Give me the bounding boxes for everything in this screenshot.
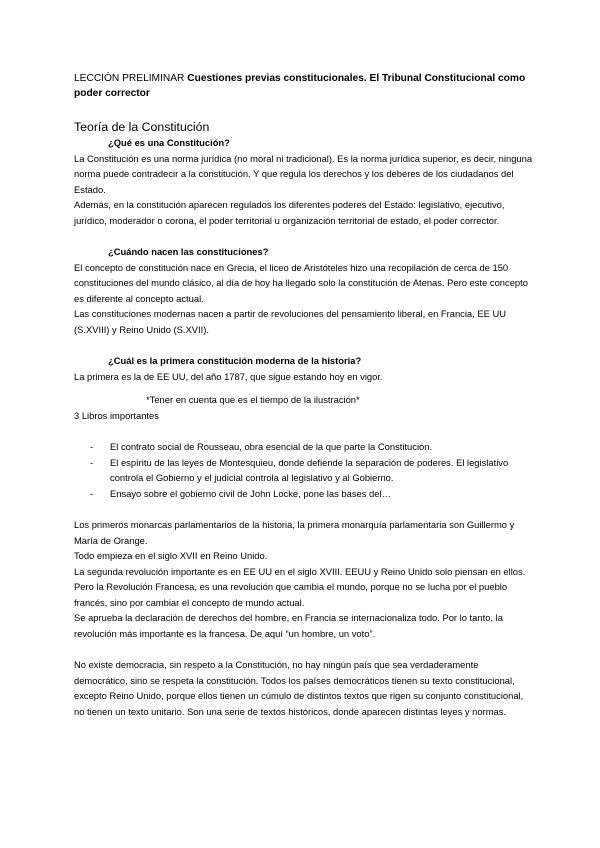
list-item-text: El contrato social de Rousseau, obra esencial de la que parte la Constitución. <box>110 441 433 452</box>
paragraph: Se aprueba la declaración de derechos del hombre, en Francia se internacionaliza todo. Por lo tanto, la revolución más importante es la francesa. De aquí “un hombre, un voto”. <box>74 612 503 639</box>
question-heading-1: ¿Qué es una Constitución? <box>108 137 230 148</box>
paragraph: La primera es la de EE UU, del año 1787, que sigue estando hoy en vigor. <box>74 370 383 382</box>
section-heading: Teoría de la Constitución <box>74 120 210 134</box>
bullet-dash: - <box>90 487 94 499</box>
question-heading-3: ¿Cuál es la primera constitución moderna de la historia? <box>108 355 362 366</box>
question-heading-2: ¿Cuándo nacen las constituciones? <box>108 246 269 257</box>
paragraph: Pero la Revolución Francesa, es una revolución que cambia el mundo, porque no se lucha por el pueblo francés, sino por cambiar el concepto de mundo actual. <box>74 581 508 608</box>
spacer <box>74 228 534 244</box>
spacer <box>74 641 534 657</box>
bullet-dash: - <box>90 456 94 468</box>
note: *Tener en cuenta que es el tiempo de la ilustración* <box>146 394 360 405</box>
books-list <box>74 439 534 501</box>
list-item <box>74 455 534 486</box>
list-item <box>74 439 534 455</box>
lesson-title-lead: LECCIÓN PRELIMINAR <box>74 73 185 84</box>
document-body <box>74 72 534 719</box>
paragraph: Además, en la constitución aparecen regulados los diferentes poderes del Estado: legislativo, ejecutivo, jurídico, moderador o corona, el poder territorial u organización territorial de estado, el poder corrector. <box>74 199 505 226</box>
spacer <box>74 501 534 517</box>
books-heading: 3 Libros importantes <box>74 409 159 421</box>
lesson-title <box>74 72 534 101</box>
list-item-text: Ensayo sobre el gobierno civil de John Locke, pone las bases del… <box>110 487 391 499</box>
spacer <box>74 337 534 353</box>
paragraph: El concepto de constitución nace en Grecia, el liceo de Aristóteles hizo una recopilación de cerca de 150 constituciones del mundo clásico, al día de hoy ha llegado solo la constitución de Atenas. Pero este concepto es diferente al concepto actual. <box>74 261 528 304</box>
paragraph: No existe democracia, sin respeto a la Constitución, no hay ningún país que sea verdaderamente democrático, sino se respeta la constitución. Todos los países democráticos tienen su texto constitucional, excepto Reino Unido, porque ellos tienen un cúmulo de distintos textos que rigen su conjunto constitucional, no tienen un texto unitario. Son una serie de textos históricos, donde aparecen distintas leyes y normas. <box>74 659 524 717</box>
list-item <box>74 486 534 502</box>
spacer <box>74 384 534 392</box>
paragraph: Las constituciones modernas nacen a partir de revoluciones del pensamiento liberal, en Francia, EE UU (S.XVIII) y Reino Unido (S.XVII). <box>74 308 507 335</box>
paragraph: La Constitución es una norma jurídica (no moral ni tradicional). Es la norma jurídica superior, es decir, ninguna norma puede contradecir a la constitución. Y que regula los derechos y los deberes de los ciudadanos del Estado. <box>74 152 533 195</box>
paragraph: Todo empieza en el siglo XVII en Reino Unido. <box>74 550 268 561</box>
list-item-text: El espíritu de las leyes de Montesquieu, donde defiende la separación de poderes. El legislativo controla el Gobierno y el judicial controla al legislativo y al Gobierno. <box>110 456 509 483</box>
spacer <box>74 423 534 439</box>
bullet-dash: - <box>90 441 94 452</box>
lesson-title-rest: Cuestiones previas constitucionales. El Tribunal Constitucional como poder corrector <box>74 73 526 99</box>
paragraph: La segunda revolución importante es en EE UU en el siglo XVIII. EEUU y Reino Unido solo piensan en ellos. <box>74 565 526 577</box>
paragraph: Los primeros monarcas parlamentarios de la historia, la primera monarquía parlamentaria son Guillermo y María de Orange. <box>74 519 515 546</box>
